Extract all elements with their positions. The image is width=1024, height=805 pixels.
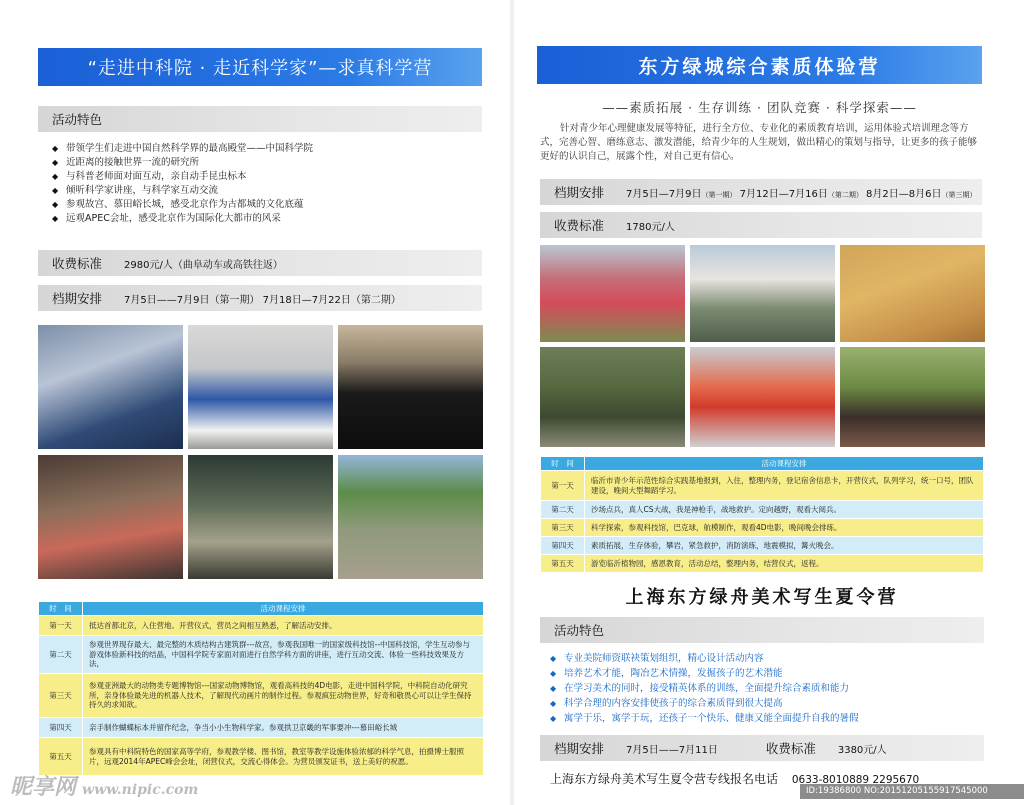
quality-fee-value: 1780元/人 [626,221,675,233]
table-row: 第一天 抵达首都北京，入住营地。开营仪式，营员之间相互熟悉，了解活动安排。 [39,616,484,636]
rope-course-photo [690,245,835,342]
diamond-icon: ◆ [52,172,59,181]
fee-bar [38,250,482,276]
schedule-value: 7月5日——7月9日（第一期） 7月18日—7月22日（第二期） [124,294,401,306]
right-page [512,0,1024,805]
table-row: 第二天 参观世界现存最大、最完整的木质结构古建筑群---故宫，参观我国唯一的国家级科技馆--中国科技馆，学生互动参与游戏体验新科技的结晶，中国科学院专家面对面进行自然学科方面的讲座，进行互动交流、体验一些科技效果及方法， [39,636,484,674]
quality-camp-intro: 针对青少年心理健康发展等特征，进行全方位、专业化的素质教育培训，运用体验式培训理念等方式，完善心智、磨练意志、激发潜能，给青少年的人生规划，做出精心的策划与指导，让更多的孩子能够更好的认识自己，展露个性，对自己更有信心。 [540,123,978,162]
art-feature-item: ◆ 培养艺术才能，陶冶艺术情操，发掘孩子的艺术潜能 [550,668,783,679]
features-header [38,106,482,132]
diamond-icon: ◆ [550,714,557,723]
art-feature-item: ◆ 专业美院师资联袂策划组织，精心设计活动内容 [550,653,764,664]
table-row: 第一天 临沂市青少年示范性综合实践基地报到，入住，整理内务，登记宿舍信息卡，开营仪式，队列学习，统一口号，团队建设，晚间大型舞蹈学习。 [541,471,984,501]
art-feature-item: ◆ 寓学于乐，寓学于玩，还孩子一个快乐、健康又能全面提升自我的暑假 [550,713,859,724]
classroom-photo [38,325,183,449]
site-watermark: 昵享网 www.nipic.com [10,774,199,800]
table-row: 第二天 沙场点兵，真人CS大战，我是神枪手，战地救护。定向越野，观看大阅兵。 [541,501,984,519]
fee-value: 2980元/人（曲阜动车或高铁往返） [124,259,283,271]
kids-outdoors-photo [840,347,985,447]
diamond-icon: ◆ [550,654,557,663]
feature-item: ◆ 近距离的接触世界一流的研究所 [52,157,200,168]
quality-schedule-bar [540,179,982,205]
diamond-icon: ◆ [52,186,59,195]
art-features-label: 活动特色 [554,623,605,638]
table-head-time: 时 间 [39,602,83,616]
table-head-plan: 活动课程安排 [585,457,984,471]
feature-item: ◆ 带领学生们走进中国自然科学界的最高殿堂——中国科学院 [52,143,314,154]
art-fee-value: 3380元/人 [837,744,887,756]
group-banner-photo [188,325,333,449]
art-feature-item: ◆ 在学习美术的同时，接受精英体系的训练，全面提升综合素质和能力 [550,683,850,694]
right-schedule-table [540,456,984,573]
red-banner-group-photo [690,347,835,447]
diamond-icon: ◆ [52,144,59,153]
art-feature-item: ◆ 科学合理的内容安排使孩子的综合素质得到很大提高 [550,698,783,709]
art-features-header [540,617,984,643]
quality-camp-subtitle: ——素质拓展 · 生存训练 · 团队竞赛 · 科学探索—— [602,100,917,115]
diorama-photo [188,455,333,579]
art-camp-title: 上海东方绿舟美术写生夏令营 [625,587,899,608]
diamond-icon: ◆ [550,684,557,693]
diamond-icon: ◆ [52,214,59,223]
feature-item: ◆ 倾听科学家讲座，与科学家互动交流 [52,185,219,196]
contact-label: 上海东方绿舟美术写生夏令营专线报名电话 [550,772,779,786]
graduation-photo [338,325,483,449]
table-row: 第三天 参观亚洲最大的动物类专题博物馆---国家动物博物馆，观看高科技的4D电影，走进中国科学院，中科院自动化研究所，亲身体验最先进的机器人技术，了解现代动画片的制作过程。参观疯狂动物世界，好奇和敬畏心可以让学生保持持久的求知欲。 [39,674,484,718]
quality-camp-title: 东方绿城综合素质体验营 [537,46,982,84]
quality-fee-label: 收费标准 [554,218,605,233]
art-features-list [550,651,984,726]
quality-schedule-value: 7月5日—7月9日（第一期） 7月12日—7月16日（第二期） 8月2日—8月6日（第三期） [626,188,977,200]
schedule-label: 档期安排 [52,291,103,306]
features-list [52,142,482,226]
great-wall-photo [338,455,483,579]
art-fee-label: 收费标准 [765,741,816,756]
field-training-photo [540,347,685,447]
quality-schedule-label: 档期安排 [554,185,605,200]
museum-visit-photo [38,455,183,579]
art-schedule-label: 档期安排 [554,741,605,756]
feature-item: ◆ 参观故宫、慕田峪长城，感受北京作为古都城的文化底蕴 [52,199,304,210]
table-row: 第四天 素质拓展，生存体验，攀岩，紧急救护，消防演练，地震模拟，篝火晚会。 [541,537,984,555]
table-head-time: 时 间 [541,457,585,471]
rock-climbing-photo [840,245,985,342]
image-id-label: ID:19386800 NO:20151205155917545000 [800,784,1024,799]
climbing-wall-photo [540,245,685,342]
table-row: 第三天 科学探索，参观科技馆，巴克球，航模制作，观看4D电影，晚间晚会排练。 [541,519,984,537]
diamond-icon: ◆ [52,158,59,167]
diamond-icon: ◆ [52,200,59,209]
science-camp-title: “走进中科院 · 走近科学家”—求真科学营 [38,48,482,86]
schedule-bar [38,285,482,311]
contact-phone: 0633-8010889 2295670 [791,774,920,786]
quality-fee-bar [540,212,982,238]
table-head-plan: 活动课程安排 [83,602,484,616]
table-row: 第四天 亲手制作蝴蝶标本并留作纪念，争当小小生物科学家。参观拱卫京畿的军事要冲---慕田峪长城 [39,718,484,738]
art-schedule-fee-bar [540,735,984,761]
diamond-icon: ◆ [550,669,557,678]
feature-item: ◆ 与科普老师面对面互动，亲自动手昆虫标本 [52,171,247,182]
table-row: 第五天 游览临沂植物园，感恩教育，活动总结，整理内务，结营仪式，返程。 [541,555,984,573]
table-row: 第五天 参观具有中科院特色的国家高等学府，参观教学楼、图书馆，教室等教学设施体验浓郁的科学气息，拍摄博士服照片，远观2014年APEC峰会会址，闭营仪式，交流心得体会。为营员颁发证书，送上美好的祝愿。 [39,738,484,776]
features-label: 活动特色 [52,112,103,127]
fee-label: 收费标准 [52,256,103,271]
art-schedule-value: 7月5日——7月11日 [626,744,718,756]
feature-item: ◆ 远观APEC会址，感受北京作为国际化大都市的风采 [52,213,281,224]
left-schedule-table [38,601,484,776]
diamond-icon: ◆ [550,699,557,708]
